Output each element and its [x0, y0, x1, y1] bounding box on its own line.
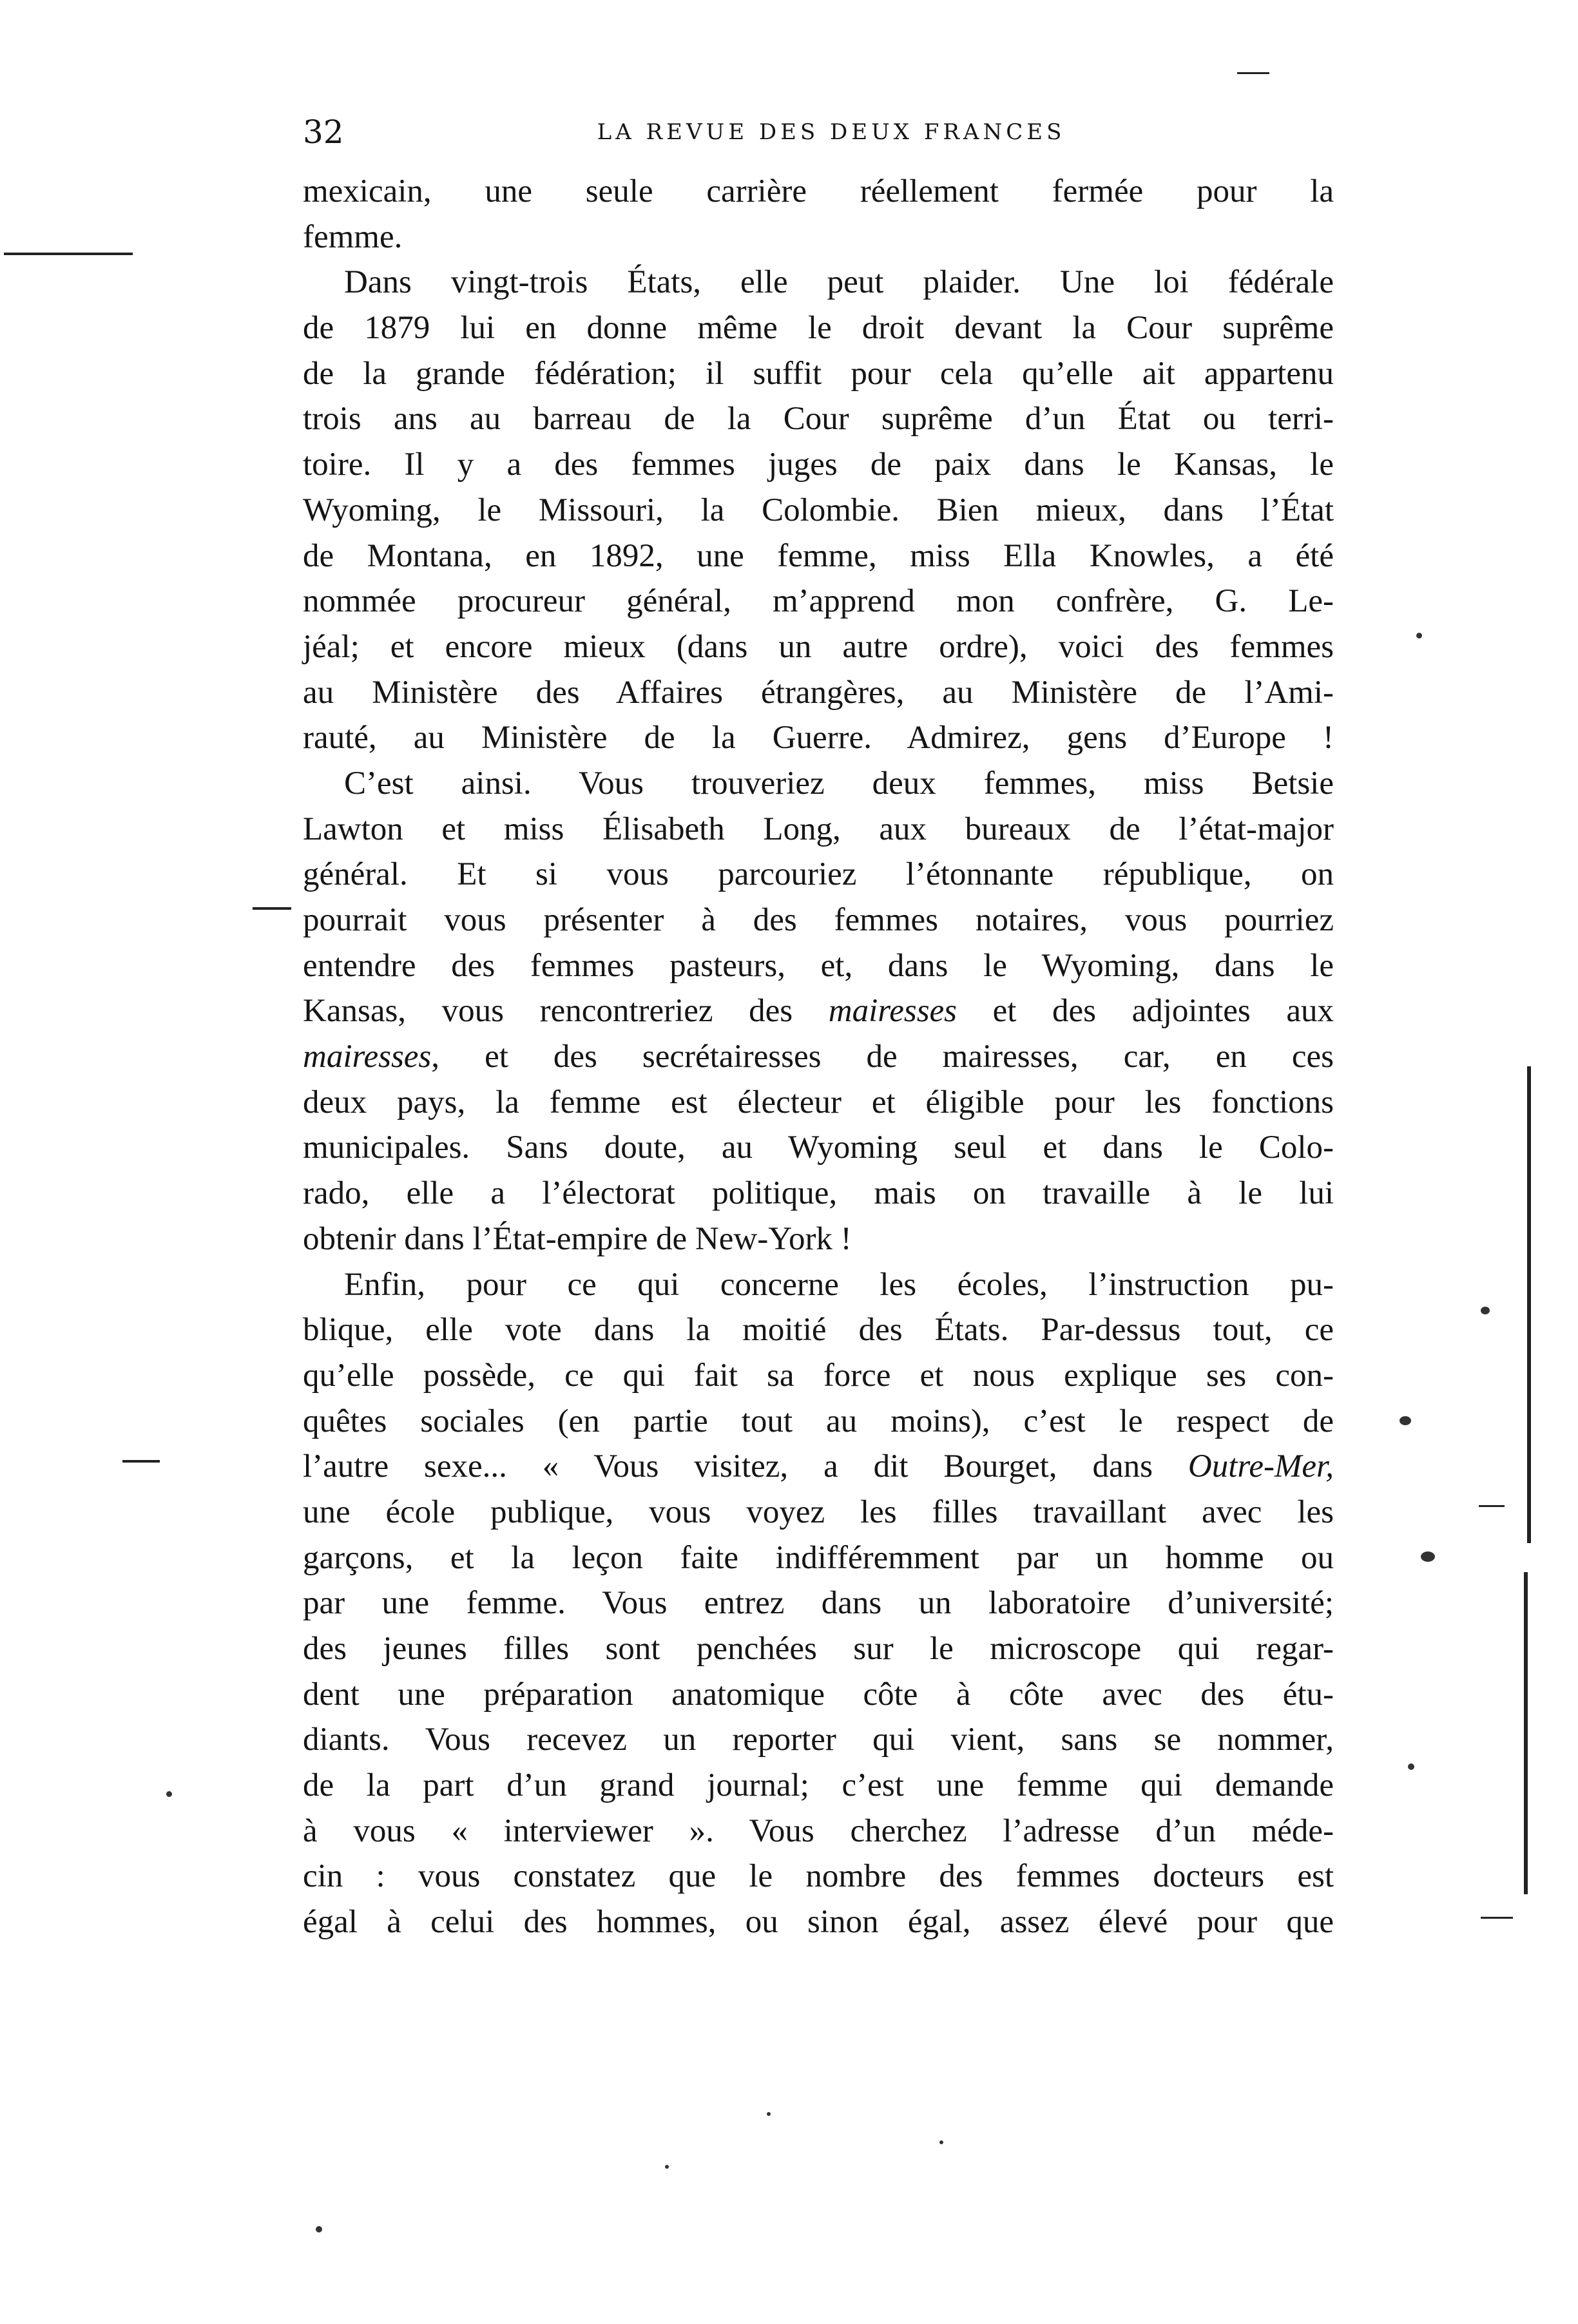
text-segment: à vous « interviewer ». Vous cherchez l’adresse d’un méde-	[303, 1812, 1334, 1849]
text-line	[303, 1490, 1334, 1535]
page-number: 32	[303, 113, 344, 151]
text-segment: quêtes sociales (en partie tout au moins), c’est le respect de	[303, 1403, 1334, 1439]
text-line	[303, 1535, 1334, 1581]
text-line	[303, 670, 1334, 716]
text-segment: municipales. Sans doute, au Wyoming seul et dans le Colo-	[303, 1129, 1334, 1166]
italic-text: Outre-Mer,	[1188, 1448, 1334, 1485]
text-line	[303, 943, 1334, 989]
text-segment: Enfin, pour ce qui concerne les écoles, l’instruction pu-	[344, 1266, 1334, 1303]
text-line	[303, 715, 1334, 761]
text-line	[303, 396, 1334, 442]
body-text	[303, 169, 1334, 1945]
scan-speck	[939, 2140, 943, 2144]
text-segment: , et des secrétairesses de mairesses, car, en ces	[431, 1039, 1334, 1075]
text-segment: de la grande fédération; il suffit pour cela qu’elle ait appartenu	[303, 355, 1334, 392]
text-line	[303, 215, 1334, 260]
text-segment: diants. Vous recevez un reporter qui vient, sans se nommer,	[303, 1722, 1334, 1758]
margin-dash-left-bottom	[122, 1460, 160, 1463]
text-line	[303, 1171, 1334, 1216]
text-segment: de 1879 lui en donne même le droit devant la Cour suprême	[303, 310, 1334, 347]
text-segment: égal à celui des hommes, ou sinon égal, assez élevé pour que	[303, 1904, 1334, 1941]
scan-speck	[1400, 1416, 1411, 1425]
text-line	[303, 1262, 1334, 1308]
text-segment: blique, elle vote dans la moitié des États. Par-dessus tout, ce	[303, 1312, 1334, 1349]
text-segment: entendre des femmes pasteurs, et, dans le Wyoming, dans le	[303, 947, 1334, 984]
text-line	[303, 1717, 1334, 1763]
margin-dash-right-mid	[1479, 1505, 1505, 1507]
text-segment: obtenir dans l’État-empire de New-York !	[303, 1220, 852, 1257]
text-line	[303, 488, 1334, 533]
text-line	[303, 988, 1334, 1034]
text-segment: par une femme. Vous entrez dans un laboratoire d’université;	[303, 1585, 1334, 1622]
text-line	[303, 1854, 1334, 1899]
text-segment: une école publique, vous voyez les filles travaillant avec les	[303, 1493, 1334, 1530]
text-line	[303, 533, 1334, 579]
scan-speck	[767, 2112, 771, 2116]
text-segment: de la part d’un grand journal; c’est une femme qui demande	[303, 1767, 1334, 1804]
scan-speck	[665, 2165, 669, 2169]
text-segment: rauté, au Ministère de la Guerre. Admirez, gens d’Europe !	[303, 720, 1334, 756]
margin-rule-right	[1527, 1066, 1531, 1543]
text-line	[303, 761, 1334, 807]
text-line	[303, 1216, 1334, 1262]
text-segment: l’autre sexe... « Vous visitez, a dit Bourget, dans	[303, 1448, 1188, 1485]
text-segment: Wyoming, le Missouri, la Colombie. Bien mieux, dans l’État	[303, 492, 1334, 528]
text-line	[303, 442, 1334, 488]
text-segment: au Ministère des Affaires étrangères, au Ministère de l’Ami-	[303, 674, 1334, 711]
text-segment: nommée procureur général, m’apprend mon confrère, G. Le-	[303, 583, 1334, 620]
margin-dash-right-bottom	[1481, 1917, 1513, 1919]
italic-text: mairesses	[303, 1039, 432, 1075]
scan-speck	[166, 1791, 172, 1797]
text-line	[303, 579, 1334, 624]
italic-text: mairesses	[828, 993, 957, 1030]
text-line	[303, 1626, 1334, 1672]
text-line	[303, 305, 1334, 351]
text-line	[303, 1763, 1334, 1809]
text-line	[303, 1034, 1334, 1080]
text-segment: de Montana, en 1892, une femme, miss Ella Knowles, a été	[303, 537, 1334, 574]
text-line	[303, 1899, 1334, 1945]
scan-speck	[1421, 1551, 1435, 1562]
text-line	[303, 898, 1334, 943]
margin-dash-left-lower	[253, 907, 291, 910]
text-segment: Dans vingt-trois États, elle peut plaider. Une loi fédérale	[344, 264, 1334, 301]
text-line	[303, 1307, 1334, 1353]
text-line	[303, 1353, 1334, 1399]
text-line	[303, 852, 1334, 898]
text-segment: cin : vous constatez que le nombre des femmes docteurs est	[303, 1858, 1334, 1895]
text-segment: trois ans au barreau de la Cour suprême d’un État ou terri-	[303, 401, 1334, 437]
text-segment: qu’elle possède, ce qui fait sa force et nous explique ses con-	[303, 1357, 1334, 1394]
text-segment: et des adjointes aux	[957, 993, 1334, 1030]
text-line	[303, 169, 1334, 215]
text-line	[303, 1809, 1334, 1854]
text-line	[303, 1580, 1334, 1626]
text-segment: C’est ainsi. Vous trouveriez deux femmes, miss Betsie	[344, 765, 1334, 802]
scan-speck	[316, 2226, 322, 2233]
text-segment: des jeunes filles sont penchées sur le microscope qui regar-	[303, 1631, 1334, 1667]
page-header	[303, 113, 1360, 151]
scan-speck	[1481, 1307, 1490, 1314]
text-line	[303, 1125, 1334, 1171]
text-segment: rado, elle a l’électorat politique, mais on travaille à le lui	[303, 1175, 1334, 1212]
text-segment: garçons, et la leçon faite indifféremment par un homme ou	[303, 1539, 1334, 1576]
scan-speck	[1408, 1763, 1414, 1770]
text-line	[303, 1399, 1334, 1445]
text-segment: deux pays, la femme est électeur et éligible pour les fonctions	[303, 1084, 1334, 1120]
running-title: LA REVUE DES DEUX FRANCES	[597, 119, 1066, 145]
text-segment: pourrait vous présenter à des femmes notaires, vous pourriez	[303, 902, 1334, 938]
text-segment: général. Et si vous parcouriez l’étonnante république, on	[303, 856, 1334, 893]
text-line	[303, 1672, 1334, 1718]
text-segment: femme.	[303, 218, 403, 255]
text-line	[303, 1444, 1334, 1490]
text-segment: toire. Il y a des femmes juges de paix dans le Kansas, le	[303, 447, 1334, 483]
text-line	[303, 807, 1334, 852]
text-line	[303, 1080, 1334, 1126]
text-line	[303, 351, 1334, 397]
margin-rule-right-lower	[1524, 1572, 1528, 1894]
text-segment: dent une préparation anatomique côte à côte avec des étu-	[303, 1676, 1334, 1713]
text-line	[303, 260, 1334, 305]
text-line	[303, 624, 1334, 670]
text-segment: Kansas, vous rencontreriez des	[303, 993, 829, 1030]
text-segment: mexicain, une seule carrière réellement fermée pour la	[303, 173, 1334, 209]
margin-dash-right-top	[1237, 72, 1269, 74]
margin-dash-left	[4, 253, 133, 255]
text-segment: Lawton et miss Élisabeth Long, aux bureaux de l’état-major	[303, 811, 1334, 847]
scan-speck	[1416, 633, 1422, 639]
text-segment: jéal; et encore mieux (dans un autre ordre), voici des femmes	[303, 628, 1334, 665]
